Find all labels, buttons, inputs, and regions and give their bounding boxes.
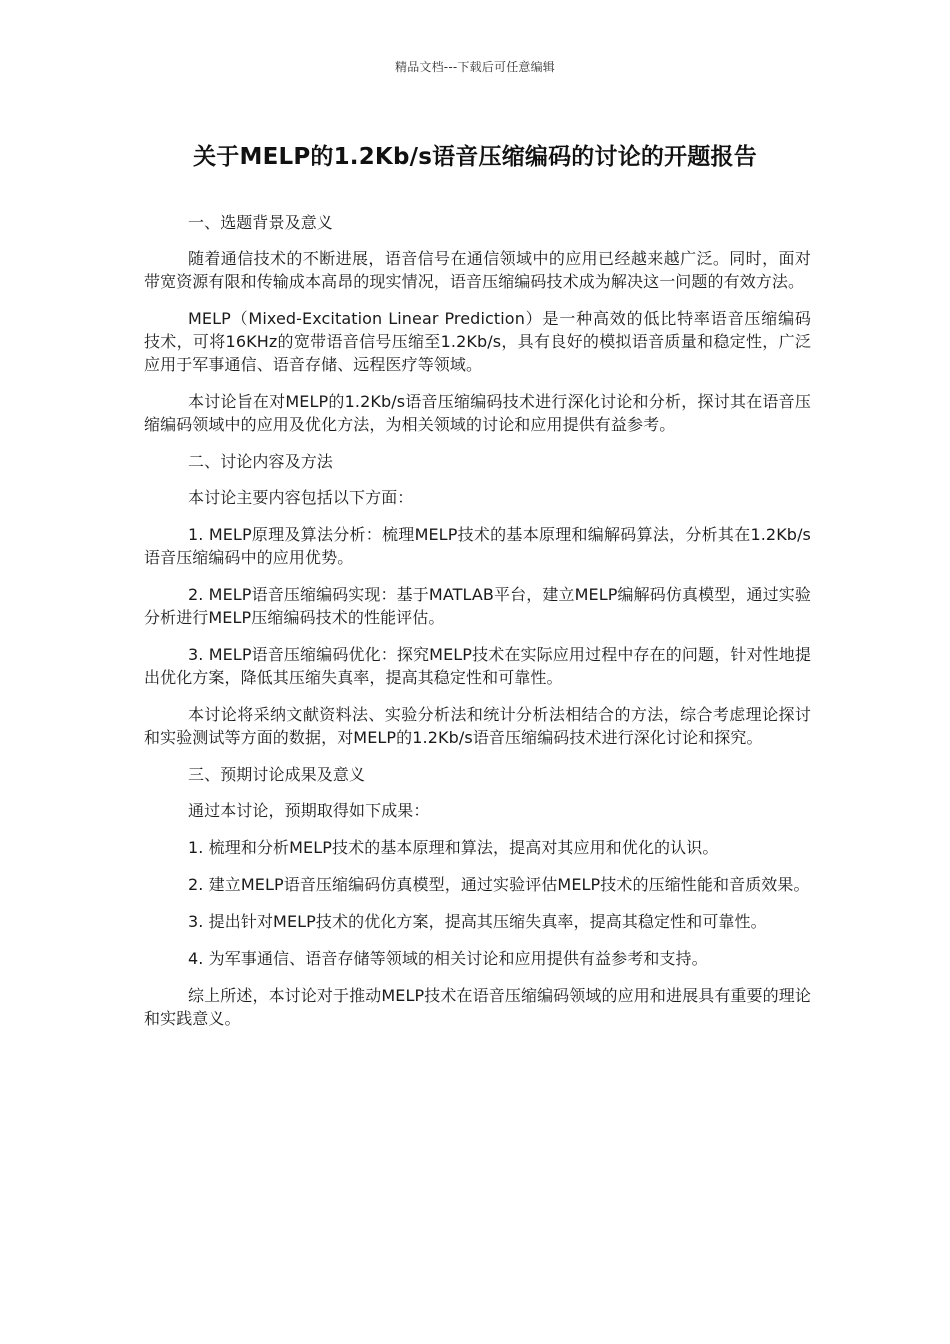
list-item: 3. 提出针对MELP技术的优化方案，提高其压缩失真率，提高其稳定性和可靠性。 — [188, 912, 767, 931]
section-heading-outcomes: 三、预期讨论成果及意义 — [188, 765, 366, 784]
paragraph: 本讨论将采纳文献资料法、实验分析法和统计分析法相结合的方法，综合考虑理论探讨和实验测试等方面的数据，对MELP的1.2Kb/s语音压缩编码技术进行深化讨论和探究。 — [144, 705, 811, 747]
paragraph: 通过本讨论，预期取得如下成果： — [188, 801, 430, 820]
section-heading-content: 二、讨论内容及方法 — [188, 452, 333, 471]
list-item: 2. 建立MELP语音压缩编码仿真模型，通过实验评估MELP技术的压缩性能和音质效果。 — [188, 875, 810, 894]
paragraph: 本讨论主要内容包括以下方面： — [188, 488, 414, 507]
list-item: 2. MELP语音压缩编码实现：基于MATLAB平台，建立MELP编解码仿真模型，通过实验分析进行MELP压缩编码技术的性能评估。 — [144, 585, 811, 627]
paragraph: 综上所述，本讨论对于推动MELP技术在语音压缩编码领域的应用和进展具有重要的理论和实践意义。 — [144, 986, 811, 1028]
list-item: 1. 梳理和分析MELP技术的基本原理和算法，提高对其应用和优化的认识。 — [188, 838, 719, 857]
document-body — [144, 211, 811, 1044]
list-item: 3. MELP语音压缩编码优化：探究MELP技术在实际应用过程中存在的问题，针对性地提出优化方案，降低其压缩失真率，提高其稳定性和可靠性。 — [144, 645, 811, 687]
list-item: 1. MELP原理及算法分析：梳理MELP技术的基本原理和编解码算法，分析其在1.2Kb/s语音压缩编码中的应用优势。 — [144, 525, 811, 567]
document-title: 关于MELP的1.2Kb/s语音压缩编码的讨论的开题报告 — [193, 144, 757, 170]
list-item: 4. 为军事通信、语音存储等领域的相关讨论和应用提供有益参考和支持。 — [188, 949, 708, 968]
paragraph: MELP（Mixed-Excitation Linear Prediction）是一种高效的低比特率语音压缩编码技术，可将16KHz的宽带语音信号压缩至1.2Kb/s，具有良好的模拟语音质量和稳定性，广泛应用于军事通信、语音存储、远程医疗等领域。 — [144, 309, 811, 374]
paragraph: 随着通信技术的不断进展，语音信号在通信领域中的应用已经越来越广泛。同时，面对带宽资源有限和传输成本高昂的现实情况，语音压缩编码技术成为解决这一问题的有效方法。 — [144, 249, 811, 291]
section-heading-background: 一、选题背景及意义 — [188, 213, 333, 232]
paragraph: 本讨论旨在对MELP的1.2Kb/s语音压缩编码技术进行深化讨论和分析，探讨其在语音压缩编码领域中的应用及优化方法，为相关领域的讨论和应用提供有益参考。 — [144, 392, 811, 434]
page-header: 精品文档---下载后可任意编辑 — [395, 60, 555, 74]
